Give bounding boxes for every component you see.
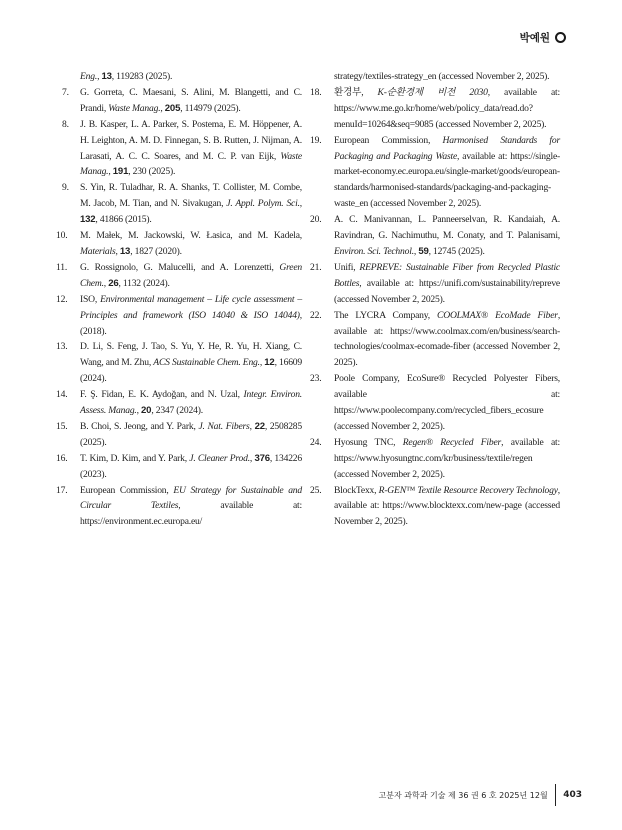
reference-text: ,	[103, 277, 109, 289]
reference-text: , (2018).	[80, 309, 302, 337]
reference-item	[310, 371, 560, 435]
reference-volume: 376	[254, 452, 270, 464]
reference-number: 24.	[310, 436, 322, 448]
reference-number: 16.	[56, 452, 68, 464]
reference-title: K-순환경제 비전 2030	[377, 86, 488, 98]
reference-number: 11.	[56, 261, 68, 273]
reference-text: M. Małek, M. Jackowski, W. Łasica, and M. Kadela,	[80, 230, 302, 242]
page-number: 403	[563, 790, 582, 800]
reference-text: T. Kim, D. Kim, and Y. Park,	[80, 452, 190, 464]
reference-text: , available at: https://www.hyosungtnc.com/kr/business/textile/regen (accessed November 2, 2025).	[334, 436, 560, 480]
reference-item	[56, 451, 302, 483]
reference-volume: 13	[101, 71, 112, 82]
reference-number: 21.	[310, 261, 322, 273]
reference-text: , 41866 (2015).	[95, 214, 152, 226]
reference-text: , available at: https://www.coolmax.com/en/business/search-technologies/coolmax-ecomade-fiber (accessed November 2, 2025).	[334, 309, 561, 369]
reference-item	[310, 435, 560, 483]
reference-title: Environmental management – Life cycle assessment – Principles and framework (ISO 14040 & ISO 14044)	[80, 293, 302, 321]
reference-text: , 1132 (2024).	[118, 277, 170, 289]
reference-text: ,	[259, 357, 265, 369]
references-left-column	[56, 69, 303, 530]
reference-item	[310, 308, 561, 372]
reference-text: S. Yin, R. Tuladhar, R. A. Shanks, T. Collister, M. Combe, M. Jacob, M. Tian, and N. Sivakugan,	[80, 182, 302, 210]
reference-volume: 132	[80, 214, 96, 226]
reference-text: European Commission,	[80, 484, 174, 496]
reference-title: Integr. Environ. Assess. Manag.	[80, 389, 302, 417]
reference-text: ,	[413, 245, 419, 257]
reference-text: F. Ş. Fidan, E. K. Aydoğan, and N. Uzal,	[80, 389, 244, 401]
reference-item	[320, 69, 560, 85]
reference-item	[56, 292, 302, 340]
reference-title: REPREVE: Sustainable Fiber from Recycled Plastic Bottles	[334, 261, 560, 289]
reference-number: 13.	[56, 341, 68, 353]
reference-number: 18.	[310, 86, 322, 98]
reference-title: Waste Manag.	[80, 150, 302, 178]
reference-number: 23.	[310, 373, 322, 385]
author-name: 박예원	[519, 32, 550, 44]
reference-title: J. Cleaner Prod.	[189, 452, 250, 464]
reference-text: ,	[108, 166, 113, 178]
reference-text: , available at: https://environment.ec.europa.eu/	[80, 500, 302, 528]
reference-number: 9.	[62, 182, 69, 194]
reference-text: , 230 (2025).	[128, 166, 176, 178]
reference-text: The LYCRA Company,	[334, 309, 438, 321]
reference-text: ,	[249, 452, 255, 464]
reference-text: strategy/textiles-strategy_en (accessed November 2, 2025).	[334, 71, 550, 82]
reference-volume: 191	[112, 166, 129, 178]
reference-volume: 20	[141, 405, 152, 417]
reference-item	[310, 260, 560, 308]
reference-text: ,	[160, 102, 165, 114]
reference-volume: 22	[254, 420, 265, 432]
reference-number: 19.	[310, 134, 322, 146]
reference-text: ISO,	[80, 293, 101, 305]
reference-text: Unifi,	[334, 261, 360, 273]
reference-item	[56, 228, 302, 260]
references-right-column	[310, 69, 561, 530]
reference-volume: 59	[418, 245, 429, 257]
reference-text: , 2347 (2024).	[151, 405, 203, 417]
reference-text: B. Choi, S. Jeong, and Y. Park,	[80, 420, 199, 432]
reference-title: J. Appl. Polym. Sci.	[226, 198, 300, 210]
reference-text: , 12745 (2025).	[428, 245, 485, 257]
reference-item	[310, 133, 560, 213]
reference-text: ,	[249, 420, 255, 432]
reference-text: BlockTexx,	[334, 484, 379, 496]
reference-text: A. C. Manivannan, L. Panneerselvan, R. Kandaiah, A. Ravindran, G. Nachimuthu, M. Conaty, and T. Palanisami,	[334, 214, 560, 242]
reference-text: ,	[97, 71, 102, 82]
reference-text: ,	[299, 198, 302, 210]
reference-title: Green Chem.	[80, 261, 302, 289]
reference-text: , 119283 (2025).	[111, 71, 173, 82]
reference-text: , available at: https://single-market-economy.ec.europa.eu/single-market/goods/european-standards/harmonised-standards/packaging-and-packaging-waste_en (accessed November 2, 2025).	[334, 150, 560, 210]
reference-text: , 2508285 (2025).	[80, 420, 303, 448]
reference-title: J. Nat. Fibers	[198, 420, 250, 432]
reference-number: 25.	[310, 484, 322, 496]
reference-title: Environ. Sci. Technol.	[334, 245, 414, 257]
reference-item	[56, 419, 303, 451]
footer-divider	[555, 784, 557, 806]
reference-title: Waste Manag.	[108, 102, 161, 114]
reference-text: European Commission,	[334, 134, 443, 146]
reference-number: 22.	[310, 309, 322, 321]
reference-text: , available at: https://www.blocktexx.com/new-page (accessed November 2, 2025).	[334, 484, 560, 528]
reference-text: , available at: https://www.me.go.kr/home/web/policy_data/read.do?menuId=10264&seq=9085 (accessed November 2, 2025).	[334, 86, 560, 130]
reference-text: G. Gorreta, C. Maesani, S. Alini, M. Blangetti, and C. Prandi,	[80, 86, 302, 114]
reference-text: , 16609 (2024).	[80, 357, 302, 385]
reference-item	[310, 483, 560, 531]
reference-number: 15.	[56, 420, 68, 432]
reference-title: COOLMAX® EcoMade Fiber	[437, 309, 558, 321]
reference-text: , 134226 (2023).	[80, 452, 302, 480]
reference-item	[62, 180, 302, 228]
reference-number: 14.	[56, 389, 68, 401]
reference-text: Poole Company, EcoSure® Recycled Polyester Fibers, available at: https://www.poolecompany.com/recycled_fibers_ecosure (accessed November 2, 2025).	[334, 373, 560, 432]
reference-number: 17.	[56, 484, 68, 496]
reference-item	[310, 212, 560, 260]
running-header	[520, 30, 566, 45]
reference-text: J. B. Kasper, L. A. Parker, S. Postema, E. M. Höppener, A. H. Leighton, A. M. D. Finnegan, S. B. Rutten, J. Nijman, A. Larasati, A. C. C. Soares, and M. C. P. van Eijk,	[80, 118, 302, 162]
reference-number: 12.	[56, 293, 68, 305]
reference-text: D. Li, S. Feng, J. Tao, S. Yu, Y. He, R. Yu, H. Xiang, C. Wang, and M. Zhu,	[80, 341, 302, 369]
reference-text: , available at: https://unifi.com/sustainability/repreve (accessed November 2, 2025).	[334, 277, 560, 305]
reference-text: ,	[136, 405, 142, 417]
reference-title: EU Strategy for Sustainable and Circular Textiles	[80, 484, 302, 512]
reference-title: Harmonised Standards for Packaging and Packaging Waste	[334, 134, 560, 162]
reference-text: 환경부,	[334, 86, 378, 98]
page-footer	[379, 784, 582, 806]
reference-item	[56, 260, 302, 292]
reference-title: ACS Sustainable Chem. Eng.	[153, 357, 260, 369]
reference-item	[66, 69, 302, 85]
reference-item	[56, 339, 302, 387]
reference-volume: 205	[164, 102, 181, 114]
reference-text: , 1827 (2020).	[130, 245, 182, 257]
reference-item	[56, 387, 302, 419]
ring-icon	[555, 32, 566, 43]
reference-item	[56, 483, 302, 531]
reference-text: ,	[115, 245, 120, 257]
reference-volume: 12	[264, 357, 275, 369]
reference-title: Eng.	[80, 71, 98, 82]
reference-title: R-GEN™ Textile Resource Recovery Technology	[378, 484, 558, 496]
reference-volume: 26	[108, 277, 119, 289]
reference-text: , 114979 (2025).	[180, 102, 241, 114]
reference-number: 7.	[62, 86, 69, 98]
reference-title: Regen® Recycled Fiber	[402, 436, 502, 448]
reference-number: 8.	[62, 118, 69, 130]
reference-number: 20.	[310, 214, 322, 226]
reference-title: Materials	[80, 245, 116, 257]
reference-number: 10.	[56, 230, 68, 242]
journal-info: 고분자 과학과 기술 제 36 권 6 호 2025년 12월	[378, 790, 548, 800]
reference-item	[310, 85, 560, 133]
reference-item	[62, 117, 302, 181]
reference-item	[62, 85, 302, 117]
reference-text: G. Rossignolo, G. Malucelli, and A. Lorenzetti,	[80, 261, 280, 273]
reference-text: Hyosung TNC,	[334, 436, 403, 448]
reference-volume: 13	[119, 245, 131, 257]
